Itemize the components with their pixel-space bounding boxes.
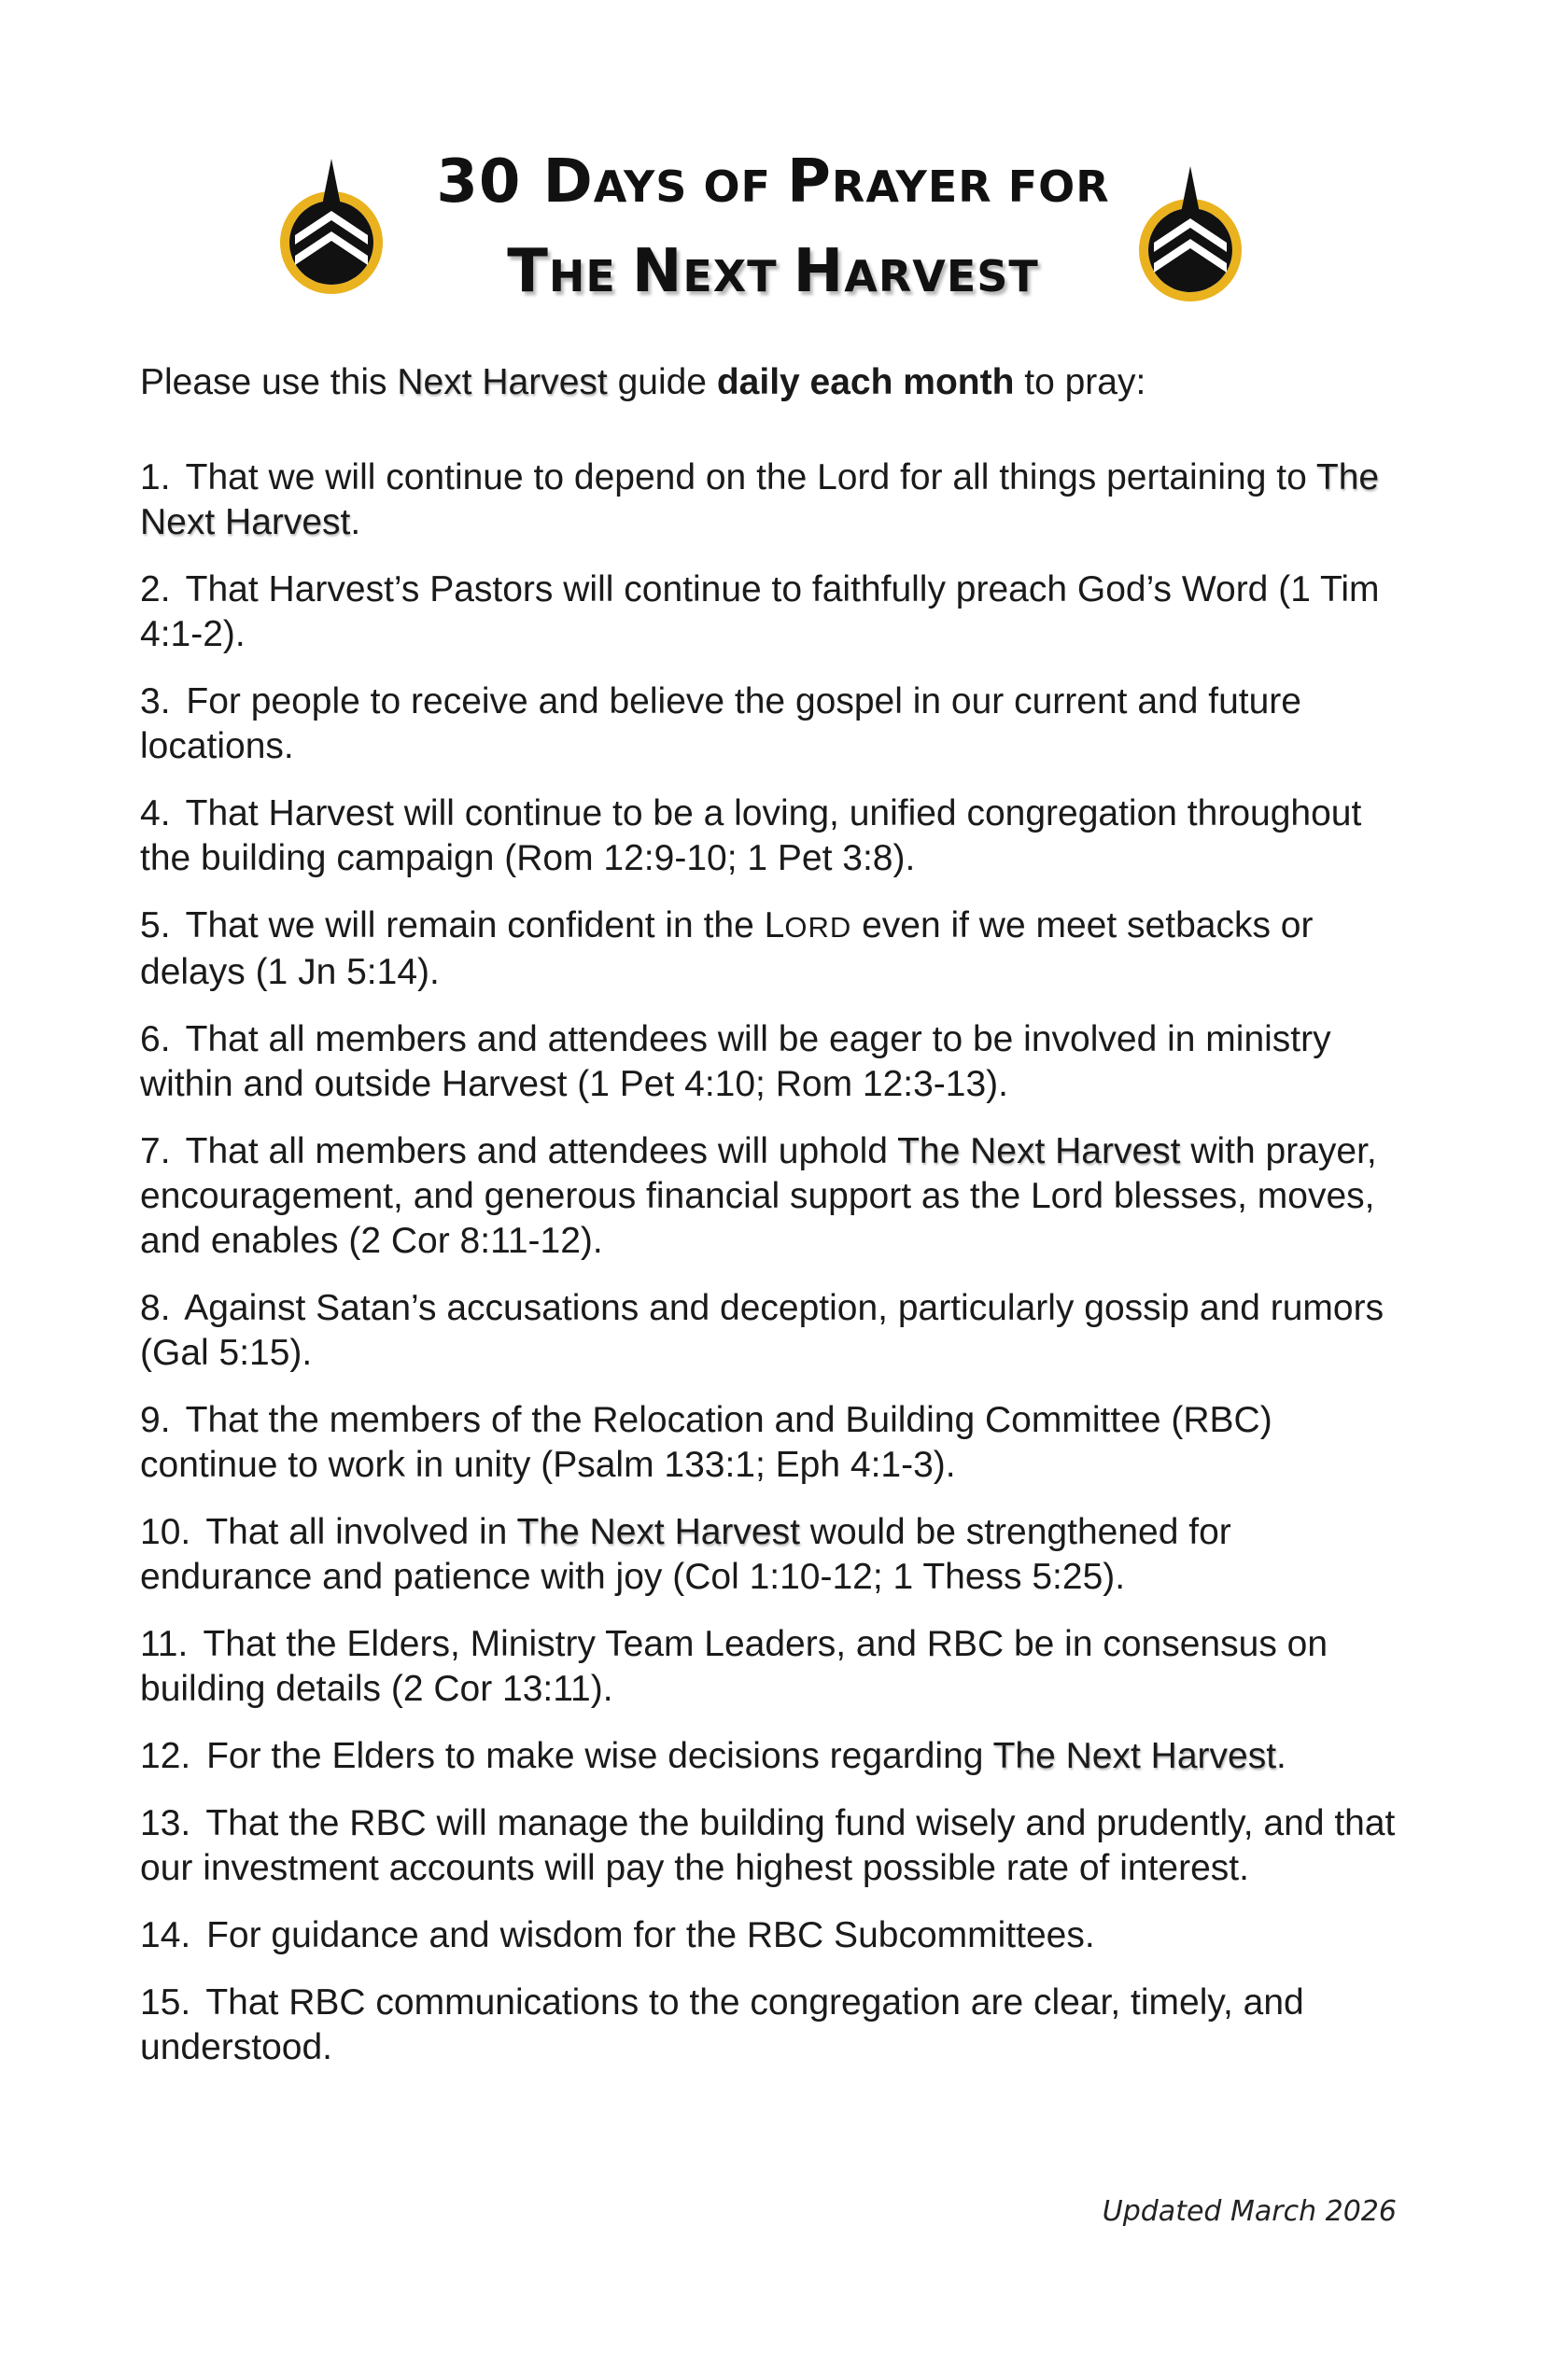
list-item: 11. That the Elders, Ministry Team Leaders, and RBC be in consensus on building details (2 Cor 13:11). bbox=[140, 1624, 1328, 1709]
page-title-line-1: 30 DAYS OF PRAYER FOR bbox=[436, 147, 1110, 217]
list-item: 15. That RBC communications to the congregation are clear, timely, and understood. bbox=[140, 1982, 1304, 2067]
list-item: 10. That all involved in The Next Harvest would be strengthened for endurance and patience with joy (Col 1:10-12; 1 Thess 5:25). bbox=[140, 1512, 1231, 1597]
list-item: 6. That all members and attendees will be eager to be involved in ministry within and outside Harvest (1 Pet 4:10; Rom 12:3-13). bbox=[140, 1019, 1331, 1104]
list-item: 5. That we will remain confident in the LORD even if we meet setbacks or delays (1 Jn 5:14). bbox=[140, 905, 1314, 992]
updated-date: Updated March 2026 bbox=[1102, 2195, 1397, 2228]
list-item: 8. Against Satan’s accusations and deception, particularly gossip and rumors (Gal 5:15). bbox=[140, 1288, 1384, 1373]
list-item: 7. That all members and attendees will uphold The Next Harvest with prayer, encouragement, and generous financial support as the Lord blesses, moves, and enables (2 Cor 8:11-12). bbox=[140, 1131, 1377, 1261]
intro-text: Please use this Next Harvest guide daily each month to pray: bbox=[140, 362, 1146, 402]
prayer-list bbox=[140, 455, 1410, 2093]
list-item: 9. That the members of the Relocation and Building Committee (RBC) continue to work in unity (Psalm 133:1; Eph 4:1-3). bbox=[140, 1400, 1272, 1485]
list-item: 12. For the Elders to make wise decisions regarding The Next Harvest. bbox=[140, 1736, 1286, 1776]
list-item: 14. For guidance and wisdom for the RBC Subcommittees. bbox=[140, 1915, 1095, 1955]
list-item: 3. For people to receive and believe the gospel in our current and future locations. bbox=[140, 681, 1301, 766]
list-item: 13. That the RBC will manage the building fund wisely and prudently, and that our investment accounts will pay the highest possible rate of interest. bbox=[140, 1803, 1396, 1888]
list-item: 4. That Harvest will continue to be a loving, unified congregation throughout the building campaign (Rom 12:9-10; 1 Pet 3:8). bbox=[140, 793, 1362, 878]
list-item: 2. That Harvest’s Pastors will continue to faithfully preach God’s Word (1 Tim 4:1-2). bbox=[140, 569, 1380, 654]
list-item: 1. That we will continue to depend on the Lord for all things pertaining to The Next Harvest. bbox=[140, 457, 1380, 542]
page-title-line-2: THE NEXT HARVEST bbox=[507, 237, 1039, 306]
